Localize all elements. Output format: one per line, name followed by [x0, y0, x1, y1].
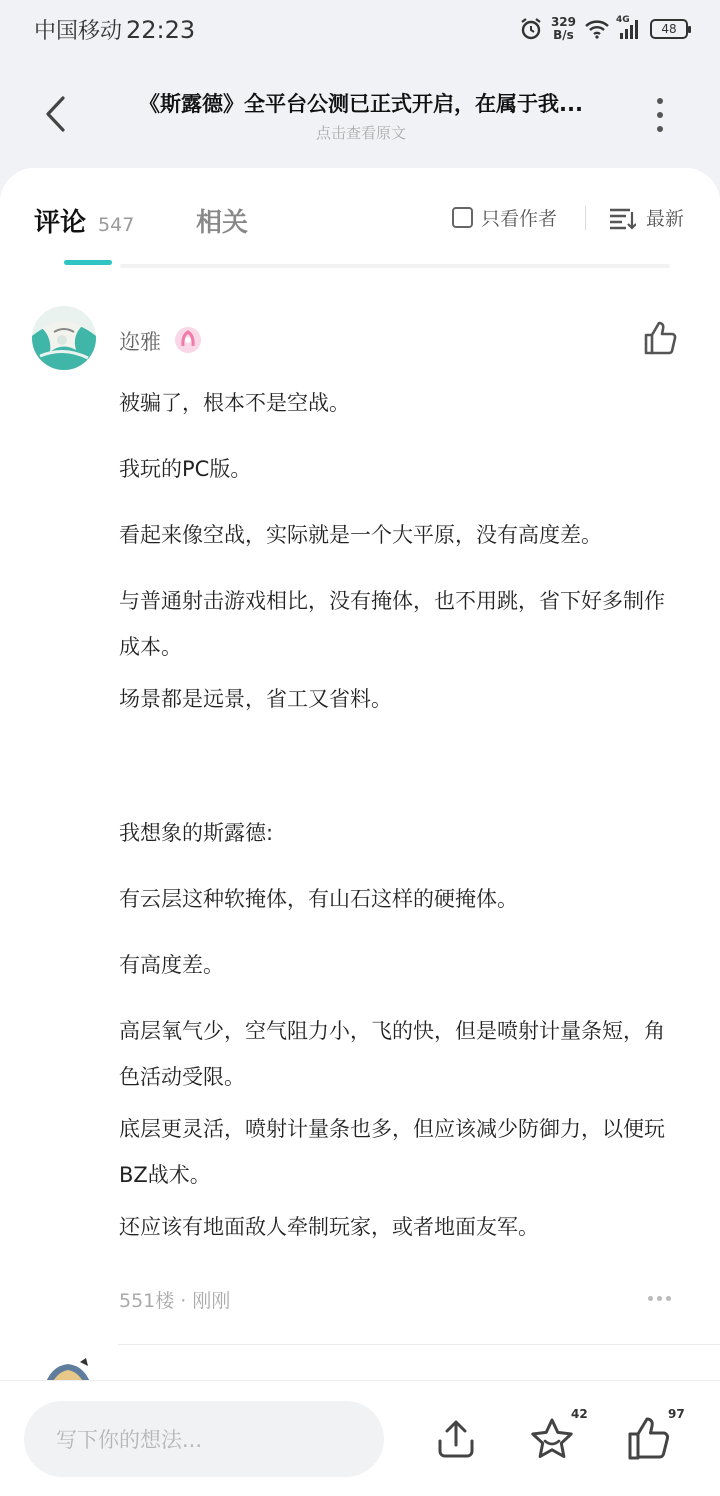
tab-comments[interactable] — [34, 202, 134, 239]
sort-icon — [608, 206, 636, 230]
comments-count: 547 — [98, 214, 135, 236]
comment-floor-time: 551楼 · 刚刚 — [119, 1290, 231, 1312]
checkbox-icon — [452, 207, 473, 228]
net-speed — [551, 16, 576, 42]
comment-paragraph: 场景都是远景，省工又省料。 — [119, 687, 392, 711]
avatar-image — [32, 306, 96, 370]
comment-paragraph: 高层氧气少，空气阻力小，飞的快，但是喷射计量条短，角色活动受限。 — [119, 1019, 665, 1089]
page-title: 《斯露德》全平台公测已正式开启，在属于我... — [139, 92, 583, 116]
like-count: 97 — [668, 1407, 685, 1421]
dot-icon — [666, 1296, 671, 1301]
comment-text — [119, 380, 679, 1250]
net-speed-value: 329 — [550, 15, 576, 29]
dot-icon — [648, 1296, 653, 1301]
status-time: 22:23 — [126, 15, 196, 44]
comment-paragraph: 我玩的PC版。 — [119, 457, 252, 481]
user-badge-icon — [174, 326, 202, 354]
only-author-label: 只看作者 — [481, 208, 558, 230]
avatar[interactable] — [32, 306, 96, 370]
thumbs-up-icon[interactable] — [626, 1415, 672, 1461]
tabs-divider — [120, 264, 670, 268]
header-title-link[interactable] — [106, 88, 616, 143]
comments-card — [0, 168, 720, 1496]
comment-paragraph: 还应该有地面敌人牵制玩家，或者地面友军。 — [119, 1215, 539, 1239]
comment-paragraph: 被骗了，根本不是空战。 — [119, 391, 350, 415]
dot-icon — [657, 126, 663, 132]
active-tab-indicator — [64, 260, 112, 265]
comment-paragraph: 有高度差。 — [119, 953, 224, 977]
comment-separator — [118, 1344, 720, 1345]
tab-bar — [0, 168, 720, 268]
wifi-icon — [584, 18, 610, 40]
dot-icon — [657, 112, 663, 118]
sort-button[interactable] — [608, 204, 684, 231]
dot-icon — [657, 1296, 662, 1301]
star-icon[interactable] — [528, 1415, 576, 1463]
view-original-link[interactable]: 点击查看原文 — [315, 124, 406, 142]
only-author-toggle[interactable] — [452, 204, 557, 231]
more-options-button[interactable] — [648, 98, 672, 132]
chevron-left-icon — [43, 95, 67, 133]
comment-paragraph: 看起来像空战，实际就是一个大平原，没有高度差。 — [119, 523, 602, 547]
comment-paragraph: 底层更灵活，喷射计量条也多，但应该减少防御力，以便玩BZ战术。 — [119, 1117, 665, 1187]
dot-icon — [657, 98, 663, 104]
network-type: 4G — [616, 15, 630, 25]
comment-more-button[interactable] — [648, 1296, 671, 1301]
battery-icon — [650, 19, 688, 39]
status-bar — [0, 0, 720, 58]
divider — [585, 206, 586, 230]
comment-input[interactable]: 写下你的想法... — [24, 1401, 384, 1477]
tab-related[interactable]: 相关 — [196, 208, 249, 238]
share-icon[interactable] — [434, 1417, 478, 1461]
comment-paragraph: 有云层这种软掩体，有山石这样的硬掩体。 — [119, 887, 518, 911]
net-speed-unit: B/s — [553, 28, 574, 42]
back-button[interactable] — [38, 92, 72, 136]
tab-comments-label: 评论 — [34, 208, 87, 238]
carrier-name: 中国移动 — [34, 18, 123, 44]
favorite-count: 42 — [571, 1407, 588, 1421]
comment-paragraph: 与普通射击游戏相比，没有掩体，也不用跳，省下好多制作成本。 — [119, 589, 665, 659]
alarm-icon — [519, 17, 543, 41]
page-header — [0, 70, 720, 160]
thumbs-up-icon[interactable] — [642, 320, 678, 356]
comment-paragraph: 我想象的斯露德: — [119, 821, 274, 845]
signal-icon — [616, 15, 642, 39]
bottom-bar — [0, 1380, 720, 1496]
battery-level: 48 — [661, 22, 677, 36]
sort-label: 最新 — [646, 208, 685, 230]
comment-username[interactable]: 迩雅 — [119, 330, 161, 354]
